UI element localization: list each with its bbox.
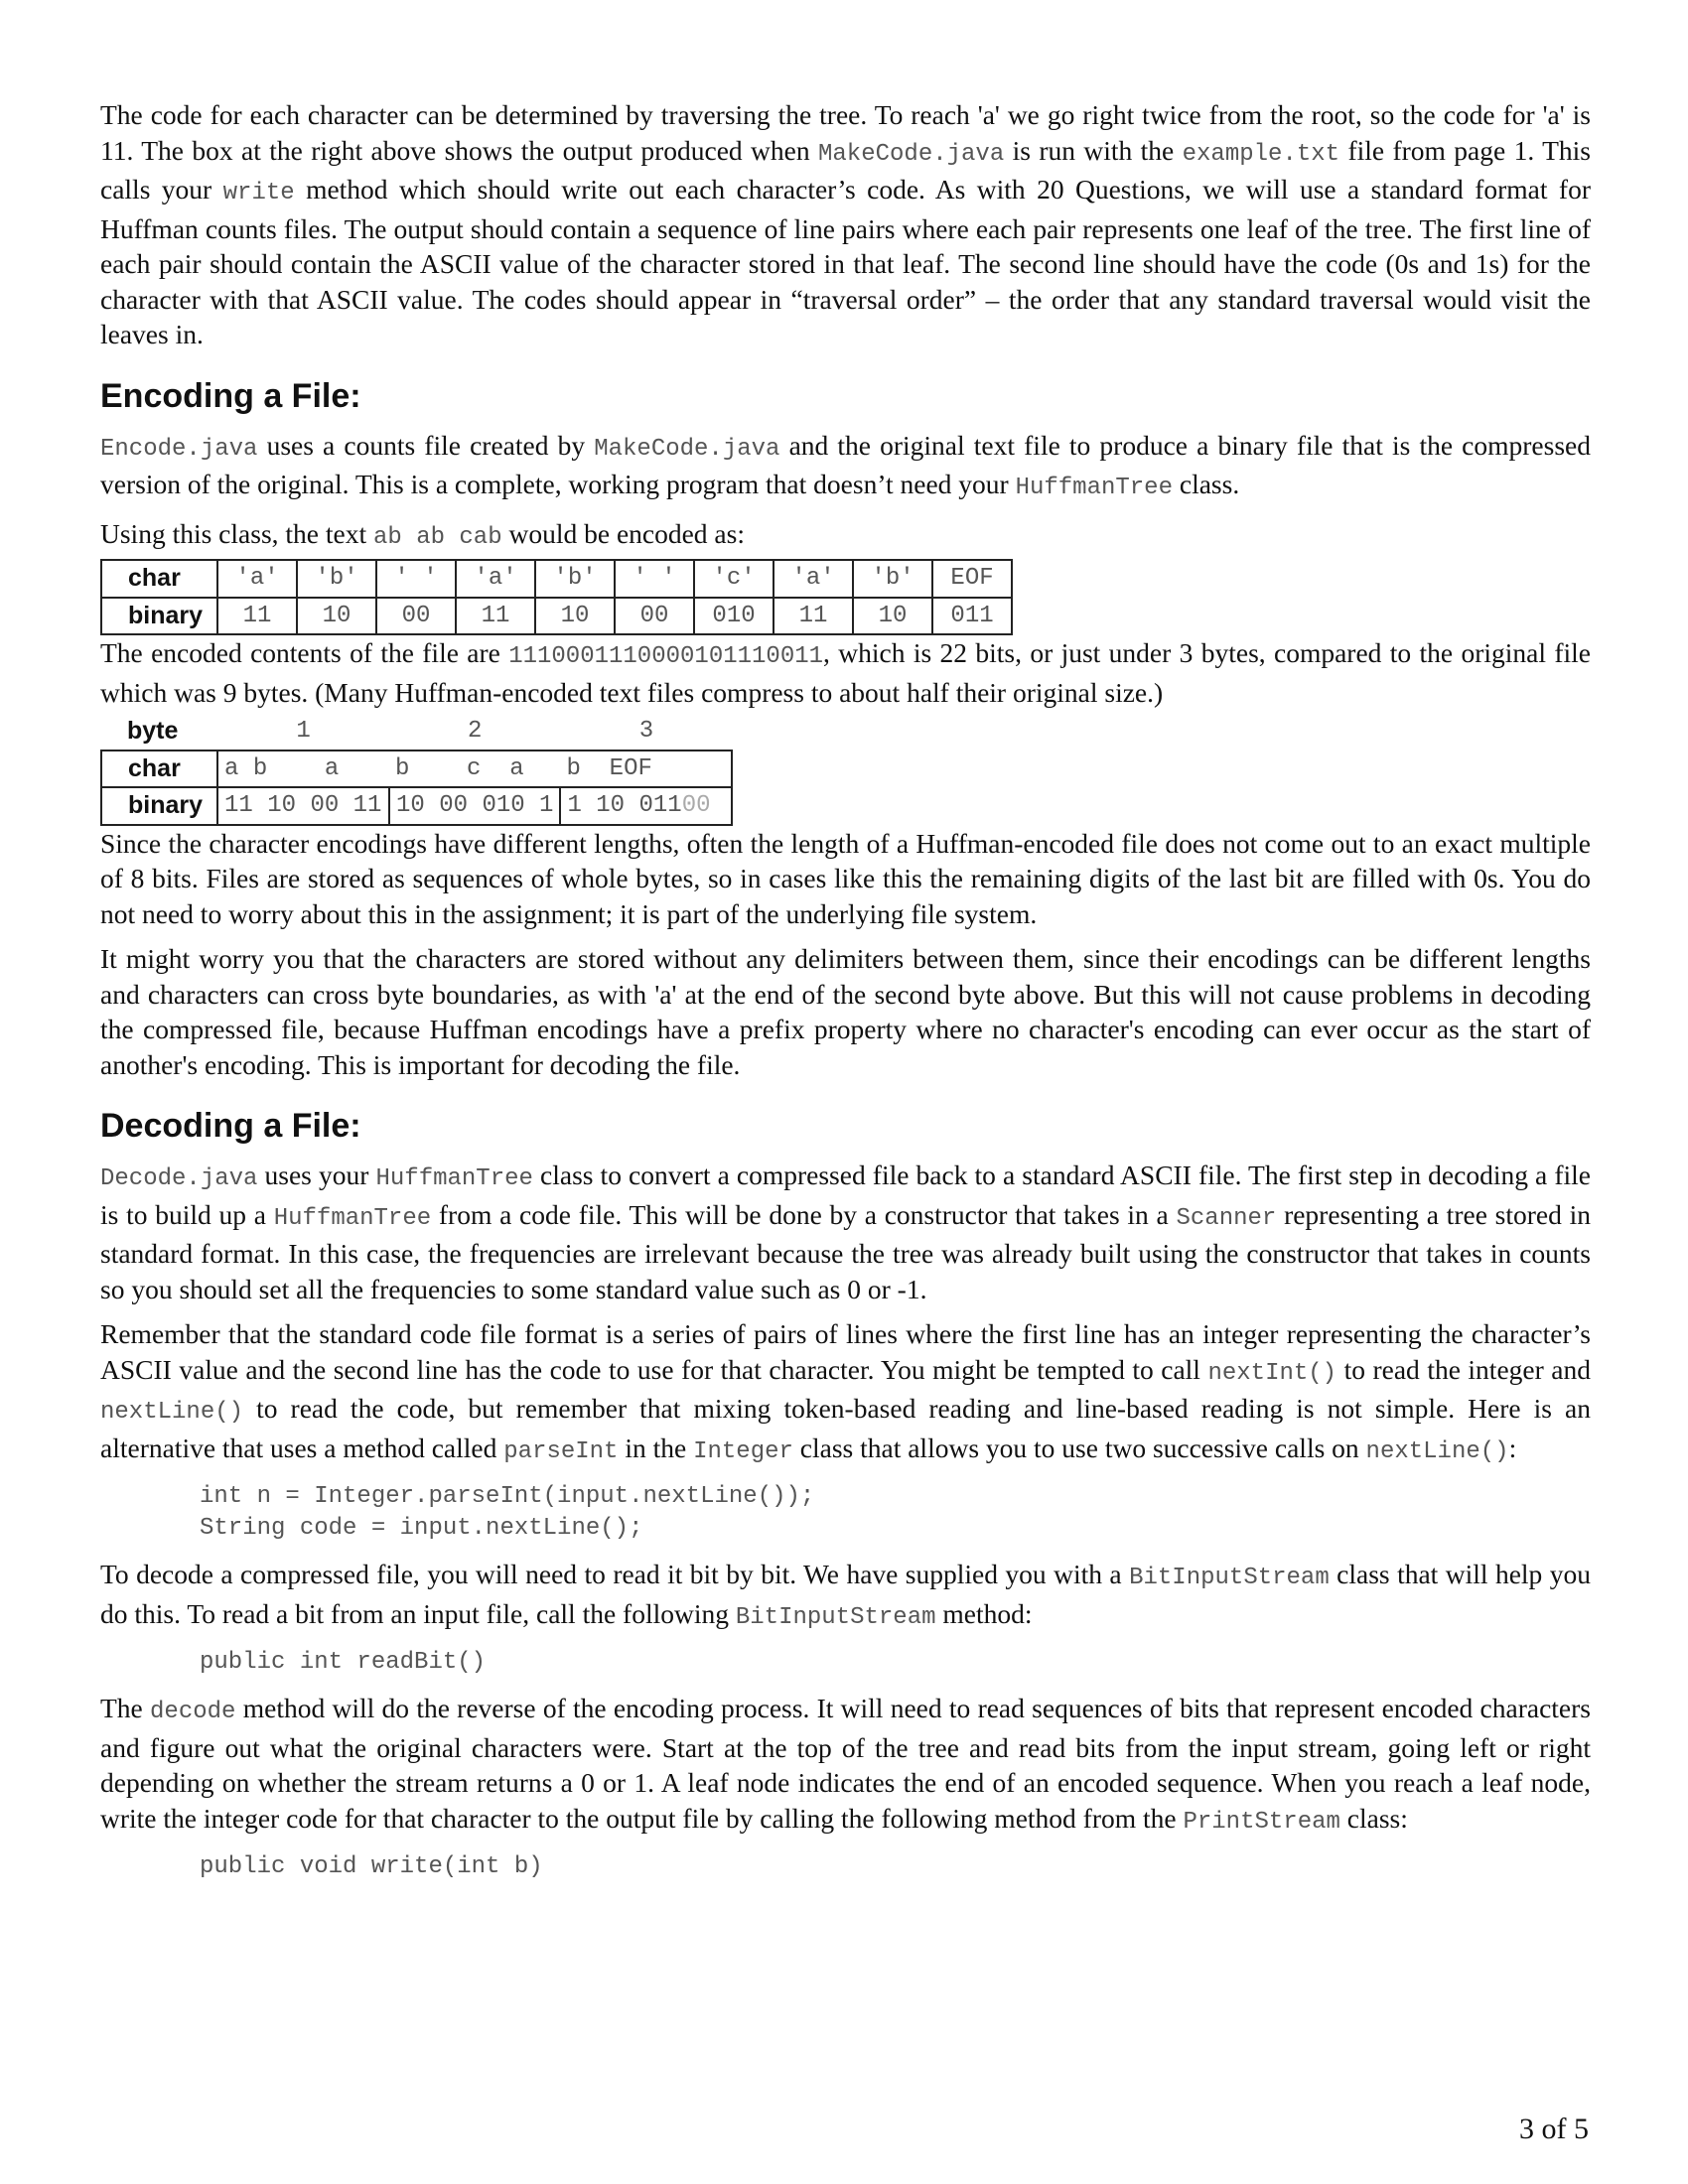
char-cell: EOF (932, 560, 1012, 598)
encoding-paragraph-2: Using this class, the text ab ab cab would be encoded as: (100, 517, 745, 551)
inline-code: Scanner (1176, 1204, 1277, 1232)
inline-code: BitInputStream (1129, 1565, 1330, 1591)
byte-char-cell: a b a (217, 751, 389, 788)
inline-code: MakeCode.java (594, 435, 780, 463)
inline-code: Integer (693, 1437, 793, 1465)
binary-row (101, 598, 1012, 635)
inline-code: PrintStream (1183, 1808, 1340, 1836)
binary-cell: 11 (456, 598, 535, 635)
byte-binary-cell: 10 00 010 1 (389, 787, 560, 825)
inline-code: nextInt() (1207, 1359, 1337, 1387)
inline-code: ab ab cab (372, 523, 502, 551)
decoding-paragraph-1: Decode.java uses your HuffmanTree class to convert a compressed file back to a standard ASCII file. The first step in decoding a file is to build up a HuffmanTree from a code file. This will be done by a constructor that takes in a Scanner representing a tree stored in standard format. In this case, the frequencies are irrelevant because the tree was already built using the constructor that takes in counts so you should set all the frequencies to some standard value such as 0 or -1. (100, 1160, 1591, 1304)
char-cell: 'a' (456, 560, 535, 598)
binary-cell: 11 (217, 598, 297, 635)
char-cell: 'b' (535, 560, 615, 598)
byte-binary-cell: 11 10 00 11 (217, 787, 389, 825)
row-label: binary (101, 787, 217, 825)
padding-bits: 00 (681, 792, 711, 819)
code-line: int n = Integer.parseInt(input.nextLine()); (200, 1483, 815, 1510)
byte-number: 1 (296, 718, 311, 745)
byte-char-row (101, 751, 732, 788)
page-number: 3 of 5 (1519, 2113, 1589, 2145)
inline-code: parseInt (503, 1437, 619, 1465)
row-label: byte (127, 717, 179, 745)
code-block-readbit: public int readBit() (200, 1649, 487, 1676)
binary-cell: 10 (535, 598, 615, 635)
encoding-paragraph-3: The encoded contents of the file are 1110001110000101110011, which is 22 bits, or just under 3 bytes, compared to the original file which was 9 bytes. (Many Huffman-encoded text files compress to about half their original size.) (100, 637, 1591, 708)
inline-code: HuffmanTree (1015, 475, 1173, 501)
encoding-heading: Encoding a File: (100, 376, 361, 415)
encoding-paragraph-4: Since the character encodings have different lengths, often the length of a Huffman-encoded file does not come out to an exact multiple of 8 bits. Files are stored as sequences of whole bytes, so in cases like this the remaining digits of the last bit are filled with 0s. You do not need to worry about this in the assignment; it is part of the underlying file system. (100, 827, 1591, 929)
char-cell: ' ' (615, 560, 694, 598)
inline-code: HuffmanTree (273, 1204, 432, 1232)
byte-char-cell: b c a (389, 751, 560, 788)
inline-code: decode (150, 1699, 236, 1725)
char-row (101, 560, 1012, 598)
byte-binary-cell: 1 10 01100 (560, 787, 732, 825)
byte-char-cell: b EOF (560, 751, 732, 788)
binary-cell: 011 (932, 598, 1012, 635)
char-cell: ' ' (376, 560, 456, 598)
binary-cell: 11 (774, 598, 853, 635)
inline-code: MakeCode.java (818, 140, 1005, 168)
row-label: binary (101, 598, 217, 635)
inline-code: BitInputStream (735, 1603, 936, 1631)
decoding-heading: Decoding a File: (100, 1107, 361, 1145)
intro-paragraph: The code for each character can be determined by traversing the tree. To reach 'a' we go right twice from the root, so the code for 'a' is 11. The box at the right above shows the output produced when MakeCode.java is run with the example.txt file from page 1. This calls your write method which should write out each character’s code. As with 20 Questions, we will use a standard format for Huffman counts files. The output should contain a sequence of line pairs where each pair represents one leaf of the tree. The first line of each pair should contain the ASCII value of the character stored in that leaf. The second line should have the code (0s and 1s) for the character with that ASCII value. The codes should appear in “traversal order” – the order that any standard traversal would visit the leaves in. (100, 99, 1591, 349)
inline-code: nextLine() (100, 1399, 244, 1426)
code-block-write: public void write(int b) (200, 1853, 543, 1880)
char-cell: 'a' (217, 560, 297, 598)
char-cell: 'c' (694, 560, 774, 598)
binary-cell: 010 (694, 598, 774, 635)
encoding-table (100, 559, 1013, 635)
inline-code: HuffmanTree (375, 1165, 533, 1192)
binary-cell: 00 (376, 598, 456, 635)
decoding-paragraph-3: To decode a compressed file, you will need to read it bit by bit. We have supplied you with a BitInputStream class that will help you do this. To read a bit from an input file, call the following BitInputStream method: (100, 1559, 1591, 1631)
byte-header-row (101, 714, 732, 751)
byte-number: 2 (468, 718, 483, 745)
inline-code: 1110001110000101110011 (508, 643, 824, 670)
decoding-paragraph-2: Remember that the standard code file format is a series of pairs of lines where the first line has an integer representing the character’s ASCII value and the second line has the code to use for that character. You might be tempted to call nextInt() to read the integer and nextLine() to read the code, but remember that mixing token-based reading and line-based reading is not simple. Here is an alternative that uses a method called parseInt in the Integer class that allows you to use two successive calls on nextLine(): (100, 1318, 1591, 1465)
inline-code: Encode.java (100, 435, 258, 463)
binary-cell: 10 (853, 598, 932, 635)
binary-cell: 00 (615, 598, 694, 635)
row-label: char (101, 560, 217, 598)
char-cell: 'a' (774, 560, 853, 598)
inline-code: nextLine() (1365, 1437, 1509, 1465)
inline-code: write (222, 180, 295, 206)
encoding-paragraph-1: Encode.java uses a counts file created by MakeCode.java and the original text file to produce a binary file that is the compressed version of the original. This is a complete, working program that doesn’t need your HuffmanTree class. (100, 429, 1591, 501)
byte-binary-row (101, 787, 732, 825)
row-label: char (101, 751, 217, 788)
code-block-parse (200, 1481, 1591, 1545)
binary-cell: 10 (297, 598, 376, 635)
decoding-paragraph-4: The decode method will do the reverse of the encoding process. It will need to read sequences of bits that represent encoded characters and figure out what the original characters were. Start at the top of the tree and read bits from the input stream, going left or right depending on whether the stream returns a 0 or 1. A leaf node indicates the end of an encoded sequence. When you reach a leaf node, write the integer code for that character to the output file by calling the following method from the PrintStream class: (100, 1693, 1591, 1836)
byte-number: 3 (638, 718, 654, 745)
char-cell: 'b' (853, 560, 932, 598)
inline-code: example.txt (1182, 140, 1340, 168)
code-line: String code = input.nextLine(); (200, 1515, 643, 1542)
document-page (100, 97, 1591, 1895)
char-cell: 'b' (297, 560, 376, 598)
encoding-paragraph-5: It might worry you that the characters are stored without any delimiters between them, since their encodings can be different lengths and characters can cross byte boundaries, as with 'a' at the end of the second byte above. But this will not cause problems in decoding the compressed file, because Huffman encodings have a prefix property where no character's encoding can ever occur as the start of another's encoding. This is important for decoding the file. (100, 943, 1591, 1080)
inline-code: Decode.java (100, 1165, 258, 1192)
byte-table (100, 714, 733, 826)
